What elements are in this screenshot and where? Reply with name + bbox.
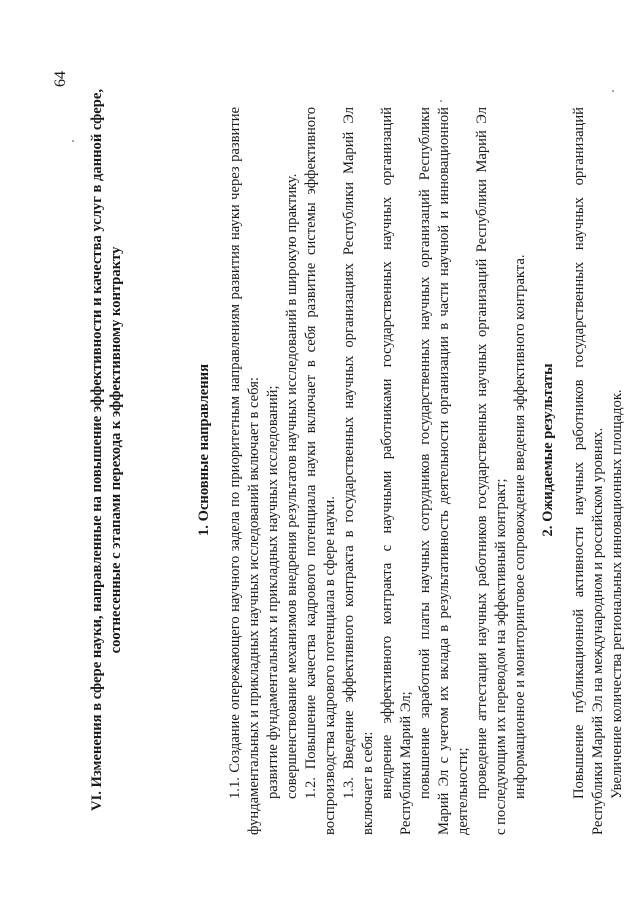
text-line: Повышение публикационной активности научных работников государственных научных организаций xyxy=(571,107,587,799)
scan-speck xyxy=(72,140,74,142)
section-title xyxy=(88,65,126,835)
text-line: внедрение эффективного контракта с научными работниками государственных научных организаций xyxy=(379,107,395,799)
text-line: развитие фундаментальных и прикладных научных исследований; xyxy=(265,385,281,799)
text-line: Марий Эл с учетом их вклада в результативность деятельности организации в части научной и инновационной xyxy=(436,107,452,835)
text-line: 1.3. Введение эффективного контракта в государственных научных организациях Республики Марий Эл xyxy=(341,107,357,799)
text-line: включает в себя: xyxy=(360,731,376,835)
text-line: проведение аттестации научных работников государственных научных организаций Республики Марий Эл xyxy=(474,107,490,799)
section-title-line-1: VI. Изменения в сфере науки, направленные на повышение эффективности и качества услуг в данной сфере, xyxy=(89,89,105,811)
section-title-line-2: соотнесенные с этапами перехода к эффективному контракту xyxy=(108,246,124,654)
text-line: с последующим их переводом на эффективный контракт; xyxy=(493,478,509,835)
scan-speck xyxy=(612,90,614,92)
text-line: фундаментальных и прикладных научных исследований включает в себя: xyxy=(246,377,262,835)
heading-expected-results: 2. Ожидаемые результаты xyxy=(540,363,556,537)
text-line: Увеличение количества региональных инновационных площадок. xyxy=(609,389,625,799)
text-line: Республики Марий Эл; xyxy=(398,691,414,835)
page-number: 64 xyxy=(52,71,69,87)
text-line: Республики Марий Эл на международном и российском уровнях. xyxy=(590,427,606,835)
text-line: информационное и мониторинговое сопровождение введения эффективного контракта. xyxy=(512,254,528,799)
heading-main-directions: 1. Основные направления xyxy=(196,364,212,536)
text-line: повышение заработной платы научных сотрудников государственных научных организаций Республики xyxy=(417,107,433,799)
text-line: 1.1. Создание опережающего научного задела по приоритетным направлениям развития науки через развитие xyxy=(227,107,243,799)
text-line: воспроизводства кадрового потенциала в сфере науки. xyxy=(322,496,338,835)
text-line: совершенствование механизмов внедрения результатов научных исследований в широкую практику. xyxy=(284,173,300,799)
text-line: деятельности; xyxy=(455,747,471,835)
scan-speck xyxy=(440,100,442,102)
text-line: 1.2. Повышение качества кадрового потенциала науки включает в себя развитие системы эффективного xyxy=(303,107,319,799)
